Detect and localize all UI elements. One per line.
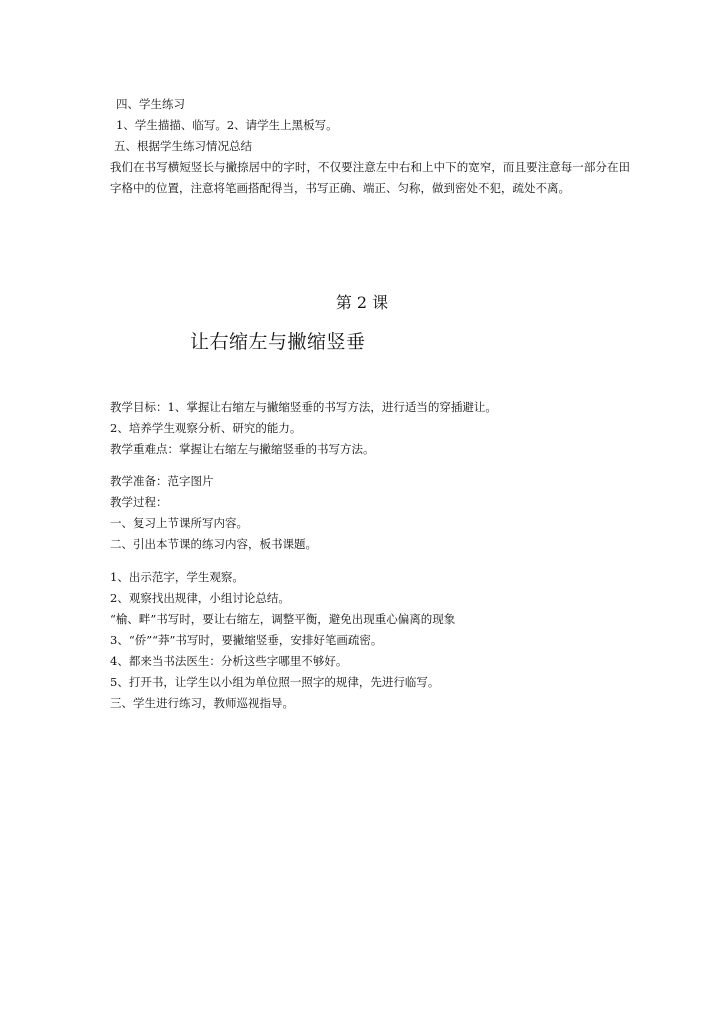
teaching-process-section	[110, 471, 630, 555]
process-step-two: 二、引出本节课的练习内容，板书课题。	[110, 537, 317, 551]
key-points: 教学重难点：掌握让右缩左与撇缩竖垂的书写方法。	[110, 442, 375, 456]
section-four-heading: 四、学生练习	[116, 97, 185, 111]
list-item: 1、出示范字，学生观察。	[110, 570, 244, 584]
objective-two: 2、培养学生观察分析、研究的能力。	[110, 421, 302, 435]
list-item-note: “榆、畔”书写时，要让右缩左，调整平衡，避免出现重心偏离的现象	[110, 612, 456, 626]
lesson-steps-section	[110, 567, 630, 714]
list-item: 2、观察找出规律，小组讨论总结。	[110, 591, 290, 605]
summary-paragraph: 我们在书写横短竖长与撇捺居中的字时，不仅要注意左中右和上中下的宽窄，而且要注意每一部分在田字格中的位置，注意将笔画搭配得当，书写正确、端正、匀称，做到密处不犯，疏处不离。	[110, 160, 630, 195]
teaching-goals-section	[110, 397, 630, 460]
lesson-number: 第 2 课	[335, 293, 389, 312]
list-item: 4、都来当书法医生：分析这些字哪里不够好。	[110, 654, 348, 668]
section-five-heading: 五、根据学生练习情况总结	[114, 139, 252, 153]
process-step-one: 一、复习上节课所写内容。	[110, 516, 248, 530]
list-item: 3、“侨”“莽”书写时，要撇缩竖垂，安排好笔画疏密。	[110, 633, 383, 647]
practice-summary-section	[110, 94, 630, 199]
teaching-preparation: 教学准备：范字图片	[110, 474, 214, 488]
process-step-three: 三、学生进行练习，教师巡视指导。	[110, 696, 294, 710]
objective-one: 教学目标：1、掌握让右缩左与撇缩竖垂的书写方法，进行适当的穿插避让。	[110, 400, 497, 414]
teaching-process-heading: 教学过程：	[110, 495, 168, 509]
lesson-title: 让右缩左与撇缩竖垂	[190, 331, 366, 353]
list-item: 5、打开书，让学生以小组为单位照一照字的规律，先进行临写。	[110, 675, 440, 689]
section-four-item: 1、学生描描、临写。2、请学生上黑板写。	[116, 118, 338, 132]
